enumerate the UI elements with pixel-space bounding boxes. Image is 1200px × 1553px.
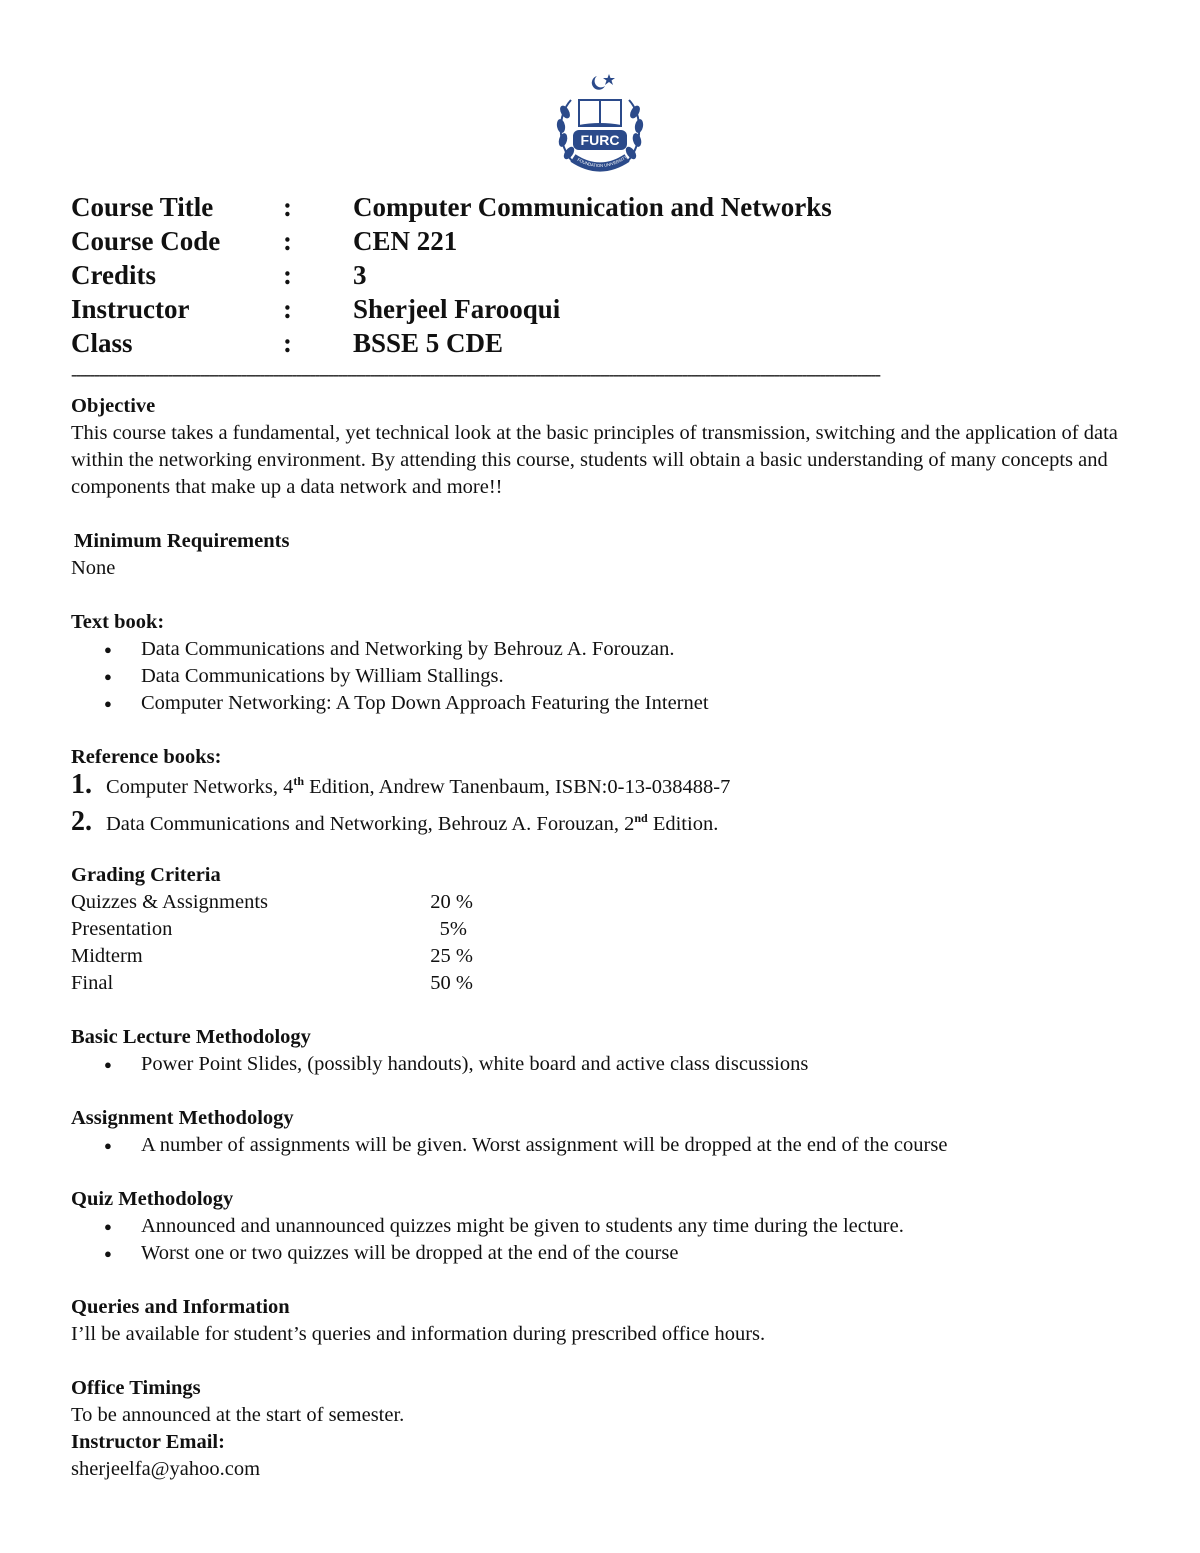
reference-books-heading: Reference books: [71, 746, 222, 768]
reference-item [71, 771, 1131, 808]
grading-item-name: Final [71, 972, 114, 994]
dashed-separator: -------------------------------------------------------------------------------------------------------------------------------------------------------------------------------- [71, 364, 880, 384]
university-logo [551, 70, 649, 182]
course-info-row [71, 224, 832, 258]
quiz-methodology-heading: Quiz Methodology [71, 1188, 234, 1210]
course-info-row [71, 326, 832, 360]
colon: : [283, 294, 292, 324]
colon: : [283, 260, 292, 290]
course-code-label: Course Code [71, 226, 221, 256]
minimum-requirements-text: None [71, 557, 116, 579]
reference-text: Data Communications and Networking, Behrouz A. Forouzan, 2nd Edition. [106, 811, 719, 835]
list-item: ● Announced and unannounced quizzes might be given to students any time during the lecture. [71, 1213, 1131, 1240]
list-item: ● A number of assignments will be given. Worst assignment will be dropped at the end of the course [71, 1132, 1131, 1159]
class-label: Class [71, 328, 133, 358]
list-item: ● Worst one or two quizzes will be dropped at the end of the course [71, 1240, 1131, 1267]
course-info-row [71, 258, 832, 292]
quiz-methodology-list [71, 1213, 1131, 1267]
course-title-value: Computer Communication and Networks [353, 192, 832, 222]
office-timings-text: To be announced at the start of semester. [71, 1404, 405, 1426]
grading-item-name: Midterm [71, 945, 143, 967]
grading-item-name: Quizzes & Assignments [71, 891, 269, 913]
grading-row [71, 970, 1131, 997]
colon: : [283, 328, 292, 358]
queries-text: I’ll be available for student’s queries and information during prescribed office hours. [71, 1323, 766, 1345]
course-info [71, 190, 832, 360]
logo-text: FURC [580, 132, 620, 148]
grading-row [71, 889, 1131, 916]
text-book-list [71, 636, 1131, 717]
grading-item-percent: 20 % [430, 891, 473, 913]
logo-ribbon-text: FOUNDATION UNIVERSITY [576, 154, 629, 169]
objective-heading: Objective [71, 395, 156, 417]
assignment-methodology-list [71, 1132, 1131, 1159]
queries-heading: Queries and Information [71, 1296, 290, 1318]
assignment-methodology-heading: Assignment Methodology [71, 1107, 294, 1129]
grading-row [71, 943, 1131, 970]
grading-item-percent: 25 % [430, 945, 473, 967]
credits-label: Credits [71, 260, 156, 290]
reference-item [71, 808, 1131, 845]
grading-row [71, 916, 1131, 943]
list-item: ● Computer Networking: A Top Down Approach Featuring the Internet [71, 690, 1131, 717]
objective-text: This course takes a fundamental, yet technical look at the basic principles of transmission, switching and the application of data within the networking environment. By attending this course, students will obtain a basic understanding of many concepts and components that make up a data network and more!! [71, 422, 1118, 498]
instructor-email-heading: Instructor Email: [71, 1431, 225, 1453]
course-info-row [71, 190, 832, 224]
grading-item-percent: 5% [439, 918, 467, 940]
list-item: ● Power Point Slides, (possibly handouts), white board and active class discussions [71, 1051, 1131, 1078]
list-item: ● Data Communications and Networking by Behrouz A. Forouzan. [71, 636, 1131, 663]
reference-text: Computer Networks, 4th Edition, Andrew Tanenbaum, ISBN:0-13-038488-7 [106, 774, 731, 798]
instructor-label: Instructor [71, 294, 190, 324]
class-value: BSSE 5 CDE [353, 328, 504, 358]
course-info-row [71, 292, 832, 326]
instructor-value: Sherjeel Farooqui [353, 294, 561, 324]
grading-heading: Grading Criteria [71, 864, 221, 886]
course-code-value: CEN 221 [353, 226, 458, 256]
instructor-email: sherjeelfa@yahoo.com [71, 1458, 261, 1480]
credits-value: 3 [353, 260, 367, 290]
reference-number: 2. [71, 806, 92, 837]
reference-number: 1. [71, 769, 92, 800]
course-title-label: Course Title [71, 192, 214, 222]
minimum-requirements-heading: Minimum Requirements [74, 530, 290, 552]
office-timings-heading: Office Timings [71, 1377, 201, 1399]
text-book-heading: Text book: [71, 611, 165, 633]
lecture-methodology-heading: Basic Lecture Methodology [71, 1026, 311, 1048]
list-item: ● Data Communications by William Stallings. [71, 663, 1131, 690]
grading-item-name: Presentation [71, 918, 173, 940]
lecture-methodology-list [71, 1051, 1131, 1078]
syllabus-body [71, 393, 1131, 1483]
colon: : [283, 192, 292, 222]
colon: : [283, 226, 292, 256]
grading-item-percent: 50 % [430, 972, 473, 994]
